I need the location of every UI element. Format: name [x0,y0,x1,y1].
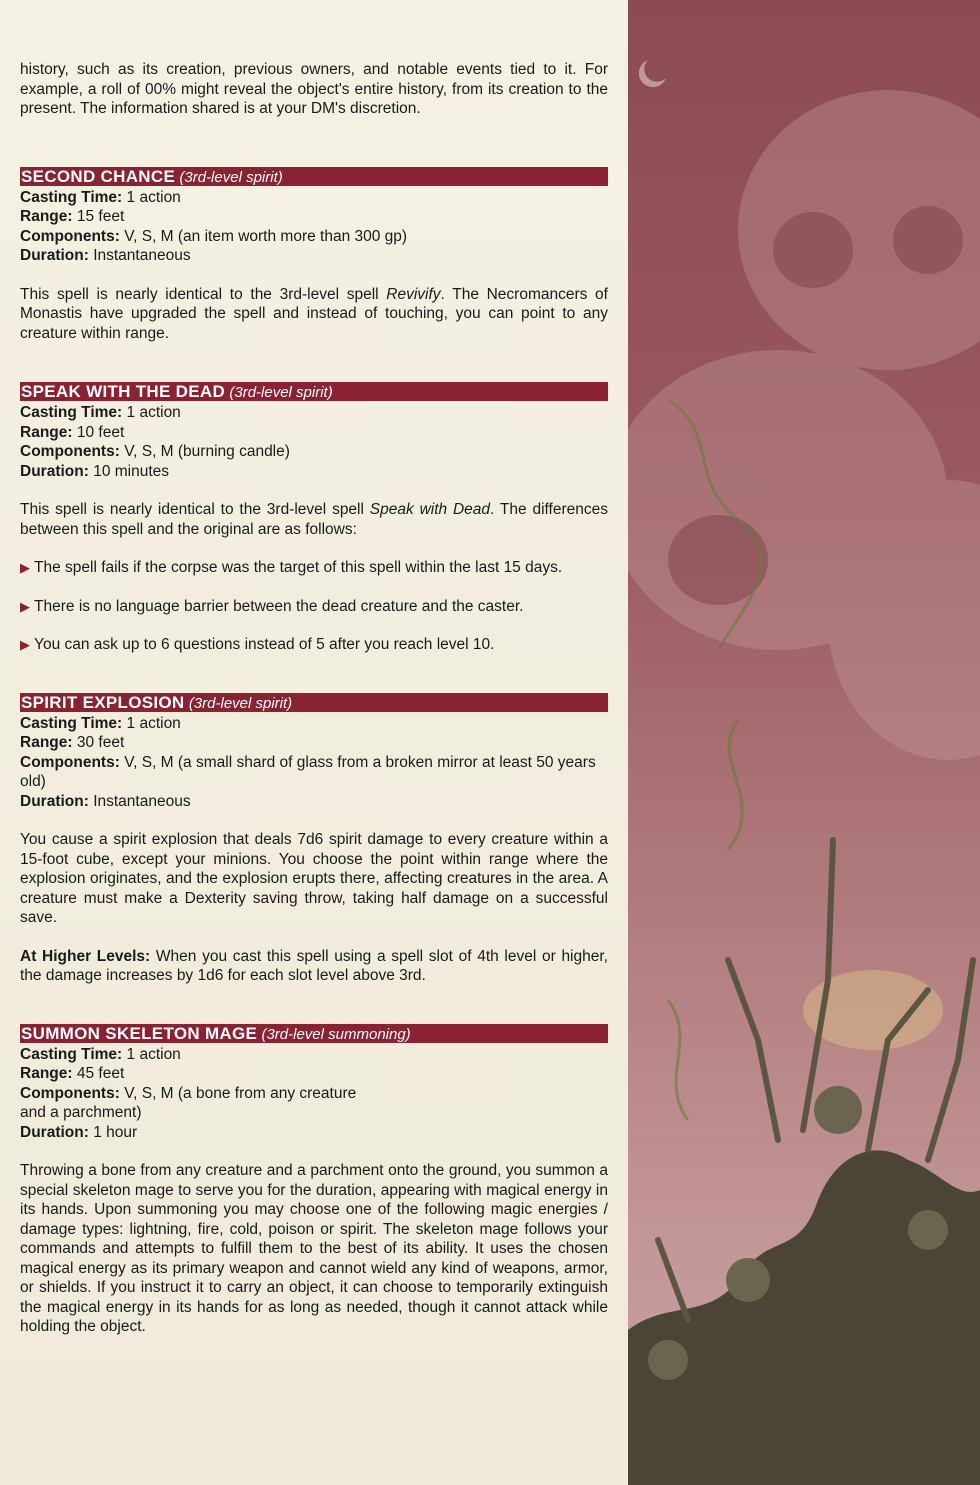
spell-second-chance [20,167,608,344]
spell-speak-with-the-dead [20,382,608,655]
components: Components: V, S, M (an item worth more than 300 gp) [20,227,408,245]
spell-header [20,1024,608,1043]
range: Range: 10 feet [20,423,125,441]
duration: Duration: 10 minutes [20,462,170,480]
triangle-arrow-icon: ▶ [20,598,30,614]
moon-icon [639,60,666,87]
casting-time: Casting Time: 1 action [20,1045,181,1063]
spell-level: (3rd-level spirit) [188,694,293,712]
spell-description: This spell is nearly identical to the 3rd-level spell Speak with Dead. The differences between this spell and the original are as follows: [20,501,608,538]
spell-level: (3rd-level spirit) [179,168,283,186]
components: Components: V, S, M (a small shard of glass from a broken mirror at least 50 years old) [20,753,596,790]
triangle-arrow-icon: ▶ [20,637,30,652]
spell-level: (3rd-level summoning) [261,1025,411,1043]
bullet-item: ▶ You can ask up to 6 questions instead of 5 after you reach level 10. [20,636,495,653]
range: Range: 45 feet [20,1065,125,1082]
skull-and-skeletons-illustration [628,0,980,1485]
spell-description: You cause a spirit explosion that deals 7d6 spirit damage to every creature within a 15-foot cube, except your minions. You choose the point within range where the explosion originates, and the explosion erupts there, affecting creatures in the area. A creature must make a Dexterity saving throw, taking half damage on a successful save. [20,831,608,926]
duration: Duration: Instantaneous [20,247,191,264]
spell-header [20,167,608,186]
bullet-item: ▶ The spell fails if the corpse was the target of this spell within the last 15 days. [20,559,563,576]
spell-description: This spell is nearly identical to the 3rd-level spell Revivify. The Necromancers of Monastis have upgraded the spell and instead of touching, you can point to any creature within range. [20,285,608,342]
spell-name: SPEAK WITH THE DEAD [21,382,226,401]
spell-name: SPIRIT EXPLOSION [21,692,185,712]
triangle-arrow-icon: ▶ [20,560,30,575]
skull-icon [628,90,980,760]
range: Range: 30 feet [20,734,125,751]
text-column [20,60,608,1337]
casting-time: Casting Time: 1 action [20,404,181,421]
duration: Duration: 1 hour [20,1123,138,1141]
components: Components: V, S, M (burning candle) [20,443,290,460]
bullet-item: ▶ There is no language barrier between the dead creature and the caster. [20,597,524,615]
skeleton-pile-icon [628,1150,980,1485]
components: Components: V, S, M (a bone from any creature and a parchment) [20,1084,357,1121]
spell-description: Throwing a bone from any creature and a parchment onto the ground, you summon a special skeleton mage to serve you for the duration, appearing with magical energy in its hands. Upon summoning you may choose one of the following magic energies / damage types: lightning, fire, cold, poison or spirit. The skeleton mage follows your commands and attempts to fulfill them to the best of its ability. It uses the chosen magical energy as its primary weapon and cannot wield any kind of weapons, armor, or shields. If you instruct it to carry an object, it can choose to temporarily extinguish the magical energy in its hands for as long as needed, though it cannot attack while holding the object. [20,1162,608,1335]
casting-time: Casting Time: 1 action [20,714,181,732]
spell-name: SUMMON SKELETON MAGE [21,1023,258,1043]
illustration-svg [628,0,980,1485]
higher-levels: At Higher Levels: When you cast this spell using a spell slot of 4th level or higher, the damage increases by 1d6 for each slot level above 3rd. [20,947,608,984]
spell-header [20,693,608,712]
spell-name: SECOND CHANCE [21,166,176,186]
duration: Duration: Instantaneous [20,792,191,810]
range: Range: 15 feet [20,208,125,225]
spell-spirit-explosion [20,693,608,986]
spell-summon-skeleton-mage [20,1024,608,1337]
intro-paragraph: history, such as its creation, previous owners, and notable events tied to it. For example, a roll of 00% might reveal the object's entire history, from its creation to the present. The information shared is at your DM's discretion. [20,61,608,117]
spell-level: (3rd-level spirit) [229,384,333,401]
spell-header [20,382,608,401]
casting-time: Casting Time: 1 action [20,188,181,206]
